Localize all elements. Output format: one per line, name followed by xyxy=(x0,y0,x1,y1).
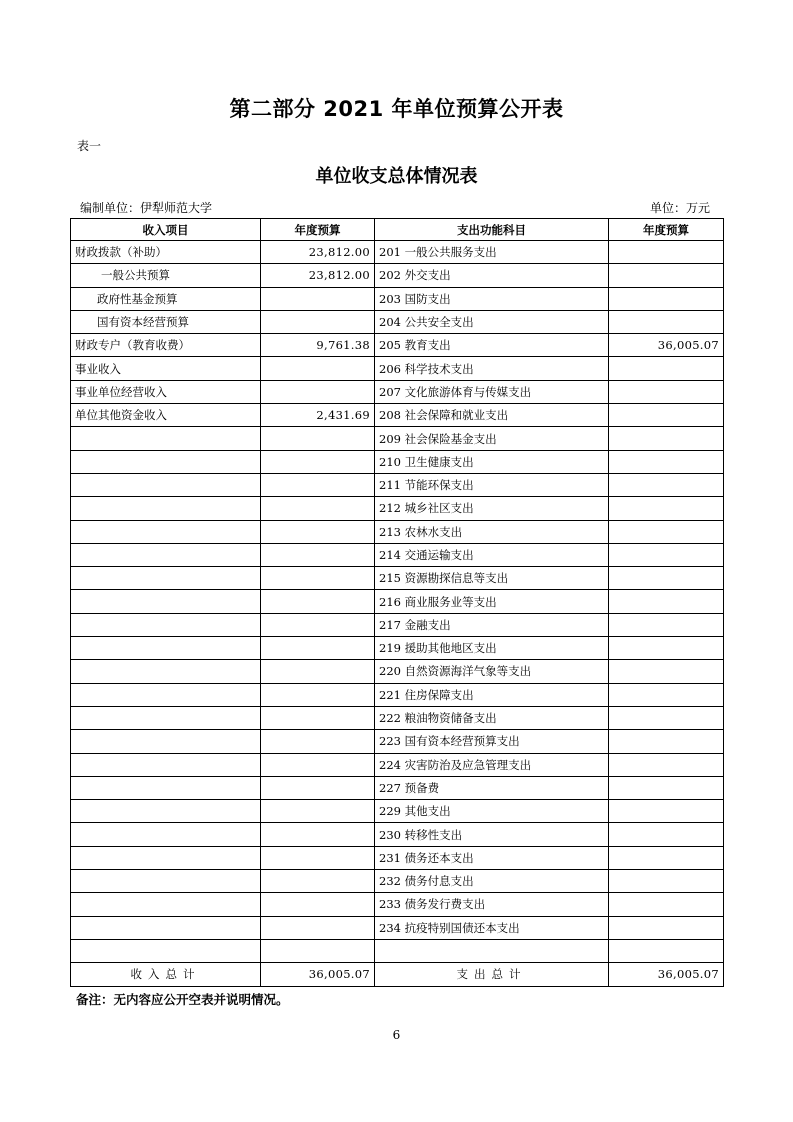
expense-item-cell: 230 转移性支出 xyxy=(375,823,609,846)
expense-amount-cell xyxy=(609,637,724,660)
income-amount-cell xyxy=(261,613,375,636)
expense-item-cell: 215 资源勘探信息等支出 xyxy=(375,567,609,590)
expense-item-cell: 231 债务还本支出 xyxy=(375,846,609,869)
table-row xyxy=(71,287,724,310)
table-body xyxy=(71,241,724,963)
page-title: 第二部分 2021 年单位预算公开表 xyxy=(229,97,564,121)
income-item-cell: 事业收入 xyxy=(71,357,261,380)
income-amount-cell xyxy=(261,520,375,543)
expense-amount-cell xyxy=(609,846,724,869)
expense-item-cell xyxy=(375,939,609,962)
expense-item-cell: 219 援助其他地区支出 xyxy=(375,637,609,660)
income-item-cell xyxy=(71,660,261,683)
expense-amount-cell xyxy=(609,590,724,613)
table-row xyxy=(71,823,724,846)
table-row xyxy=(71,264,724,287)
income-amount-cell xyxy=(261,730,375,753)
currency-unit: 单位：万元 xyxy=(650,201,711,215)
expense-item-cell: 207 文化旅游体育与传媒支出 xyxy=(375,380,609,403)
table-row xyxy=(71,846,724,869)
expense-item-cell: 201 一般公共服务支出 xyxy=(375,241,609,264)
income-amount-cell xyxy=(261,683,375,706)
expense-item-cell: 205 教育支出 xyxy=(375,334,609,357)
income-total-label: 收入总计 xyxy=(71,963,261,986)
table-row xyxy=(71,310,724,333)
income-amount-cell xyxy=(261,753,375,776)
income-amount-cell xyxy=(261,870,375,893)
table-row xyxy=(71,404,724,427)
expense-amount-cell xyxy=(609,497,724,520)
income-item-cell xyxy=(71,916,261,939)
table-row xyxy=(71,427,724,450)
table-row xyxy=(71,730,724,753)
expense-amount-cell xyxy=(609,427,724,450)
income-item-cell xyxy=(71,939,261,962)
expense-item-cell: 227 预备费 xyxy=(375,776,609,799)
income-amount-cell xyxy=(261,660,375,683)
expense-item-cell: 216 商业服务业等支出 xyxy=(375,590,609,613)
expense-amount-cell: 36,005.07 xyxy=(609,334,724,357)
income-item-cell xyxy=(71,520,261,543)
budget-table xyxy=(70,218,724,987)
income-item-cell xyxy=(71,846,261,869)
income-amount-cell xyxy=(261,567,375,590)
income-item-cell: 单位其他资金收入 xyxy=(71,404,261,427)
expense-item-cell: 220 自然资源海洋气象等支出 xyxy=(375,660,609,683)
expense-item-cell: 202 外交支出 xyxy=(375,264,609,287)
income-amount-cell xyxy=(261,473,375,496)
income-amount-cell xyxy=(261,916,375,939)
income-amount-cell: 9,761.38 xyxy=(261,334,375,357)
expense-item-cell: 217 金融支出 xyxy=(375,613,609,636)
income-amount-cell xyxy=(261,310,375,333)
expense-item-cell: 203 国防支出 xyxy=(375,287,609,310)
table-row xyxy=(71,753,724,776)
income-item-cell xyxy=(71,590,261,613)
income-amount-cell xyxy=(261,706,375,729)
income-amount-cell xyxy=(261,637,375,660)
expense-item-cell: 210 卫生健康支出 xyxy=(375,450,609,473)
expense-amount-cell xyxy=(609,567,724,590)
expense-amount-cell xyxy=(609,287,724,310)
income-item-cell xyxy=(71,730,261,753)
expense-item-cell: 229 其他支出 xyxy=(375,800,609,823)
table-row xyxy=(71,520,724,543)
table-row xyxy=(71,660,724,683)
table-row xyxy=(71,706,724,729)
income-item-cell xyxy=(71,870,261,893)
expense-amount-cell xyxy=(609,264,724,287)
expense-amount-cell xyxy=(609,939,724,962)
income-amount-cell xyxy=(261,287,375,310)
income-amount-cell xyxy=(261,427,375,450)
income-item-cell xyxy=(71,473,261,496)
table-header-row xyxy=(71,219,724,241)
table-row xyxy=(71,450,724,473)
income-amount-cell xyxy=(261,450,375,473)
table-row xyxy=(71,473,724,496)
table-row xyxy=(71,870,724,893)
income-amount-cell xyxy=(261,846,375,869)
expense-item-cell: 209 社会保险基金支出 xyxy=(375,427,609,450)
expense-amount-cell xyxy=(609,706,724,729)
income-amount-cell xyxy=(261,823,375,846)
income-amount-cell xyxy=(261,380,375,403)
expense-amount-cell xyxy=(609,893,724,916)
income-item-cell xyxy=(71,637,261,660)
table-row xyxy=(71,613,724,636)
income-item-cell xyxy=(71,427,261,450)
income-amount-cell xyxy=(261,357,375,380)
expense-item-cell: 232 债务付息支出 xyxy=(375,870,609,893)
income-item-cell xyxy=(71,567,261,590)
table-row xyxy=(71,637,724,660)
income-item-cell xyxy=(71,706,261,729)
expense-amount-cell xyxy=(609,520,724,543)
income-item-cell: 事业单位经营收入 xyxy=(71,380,261,403)
income-amount-cell xyxy=(261,893,375,916)
table-row xyxy=(71,334,724,357)
table-row xyxy=(71,357,724,380)
expense-total-label: 支出总计 xyxy=(375,963,609,986)
income-amount-cell: 23,812.00 xyxy=(261,241,375,264)
expense-item-cell: 206 科学技术支出 xyxy=(375,357,609,380)
table-row xyxy=(71,497,724,520)
income-amount-cell xyxy=(261,939,375,962)
table-row xyxy=(71,567,724,590)
table-row xyxy=(71,543,724,566)
expense-item-cell: 214 交通运输支出 xyxy=(375,543,609,566)
table-row xyxy=(71,800,724,823)
expense-item-cell: 213 农林水支出 xyxy=(375,520,609,543)
expense-item-cell: 222 粮油物资储备支出 xyxy=(375,706,609,729)
expense-amount-cell xyxy=(609,870,724,893)
income-amount-cell xyxy=(261,800,375,823)
header-expense-budget: 年度预算 xyxy=(609,219,724,241)
header-income-item: 收入项目 xyxy=(71,219,261,241)
income-amount-cell: 23,812.00 xyxy=(261,264,375,287)
table-row xyxy=(71,590,724,613)
income-item-cell xyxy=(71,497,261,520)
income-item-cell xyxy=(71,776,261,799)
table-row xyxy=(71,683,724,706)
footnote: 备注：无内容应公开空表并说明情况。 xyxy=(76,992,289,1007)
expense-item-cell: 223 国有资本经营预算支出 xyxy=(375,730,609,753)
income-item-cell xyxy=(71,893,261,916)
expense-amount-cell xyxy=(609,241,724,264)
expense-item-cell: 224 灾害防治及应急管理支出 xyxy=(375,753,609,776)
table-row xyxy=(71,939,724,962)
expense-amount-cell xyxy=(609,800,724,823)
expense-amount-cell xyxy=(609,450,724,473)
expense-amount-cell xyxy=(609,683,724,706)
expense-amount-cell xyxy=(609,543,724,566)
expense-amount-cell xyxy=(609,404,724,427)
totals-row xyxy=(71,963,724,986)
income-item-cell xyxy=(71,613,261,636)
expense-amount-cell xyxy=(609,753,724,776)
table-title: 单位收支总体情况表 xyxy=(315,166,478,187)
table-row xyxy=(71,776,724,799)
income-item-cell: 财政专户（教育收费） xyxy=(71,334,261,357)
table-row xyxy=(71,916,724,939)
expense-amount-cell xyxy=(609,310,724,333)
header-income-budget: 年度预算 xyxy=(261,219,375,241)
expense-amount-cell xyxy=(609,823,724,846)
income-amount-cell xyxy=(261,590,375,613)
income-amount-cell xyxy=(261,776,375,799)
expense-amount-cell xyxy=(609,473,724,496)
expense-item-cell: 211 节能环保支出 xyxy=(375,473,609,496)
expense-item-cell: 212 城乡社区支出 xyxy=(375,497,609,520)
org-unit: 编制单位：伊犁师范大学 xyxy=(80,201,213,215)
expense-amount-cell xyxy=(609,776,724,799)
header-expense-item: 支出功能科目 xyxy=(375,219,609,241)
expense-amount-cell xyxy=(609,357,724,380)
income-amount-cell: 2,431.69 xyxy=(261,404,375,427)
income-item-cell xyxy=(71,543,261,566)
income-item-cell: 财政拨款（补助） xyxy=(71,241,261,264)
income-item-cell xyxy=(71,450,261,473)
expense-item-cell: 221 住房保障支出 xyxy=(375,683,609,706)
table-row xyxy=(71,241,724,264)
expense-item-cell: 234 抗疫特别国债还本支出 xyxy=(375,916,609,939)
expense-item-cell: 208 社会保障和就业支出 xyxy=(375,404,609,427)
expense-total-value: 36,005.07 xyxy=(609,963,724,986)
income-item-cell: 国有资本经营预算 xyxy=(71,310,261,333)
expense-amount-cell xyxy=(609,660,724,683)
income-item-cell: 政府性基金预算 xyxy=(71,287,261,310)
expense-amount-cell xyxy=(609,916,724,939)
income-total-value: 36,005.07 xyxy=(261,963,375,986)
table-row xyxy=(71,893,724,916)
income-item-cell xyxy=(71,753,261,776)
expense-amount-cell xyxy=(609,380,724,403)
income-item-cell xyxy=(71,683,261,706)
income-item-cell: 一般公共预算 xyxy=(71,264,261,287)
income-item-cell xyxy=(71,800,261,823)
expense-item-cell: 233 债务发行费支出 xyxy=(375,893,609,916)
expense-amount-cell xyxy=(609,613,724,636)
income-item-cell xyxy=(71,823,261,846)
table-row xyxy=(71,380,724,403)
income-amount-cell xyxy=(261,497,375,520)
page-number: 6 xyxy=(392,1028,401,1042)
expense-item-cell: 204 公共安全支出 xyxy=(375,310,609,333)
income-amount-cell xyxy=(261,543,375,566)
table-label: 表一 xyxy=(77,139,102,153)
expense-amount-cell xyxy=(609,730,724,753)
